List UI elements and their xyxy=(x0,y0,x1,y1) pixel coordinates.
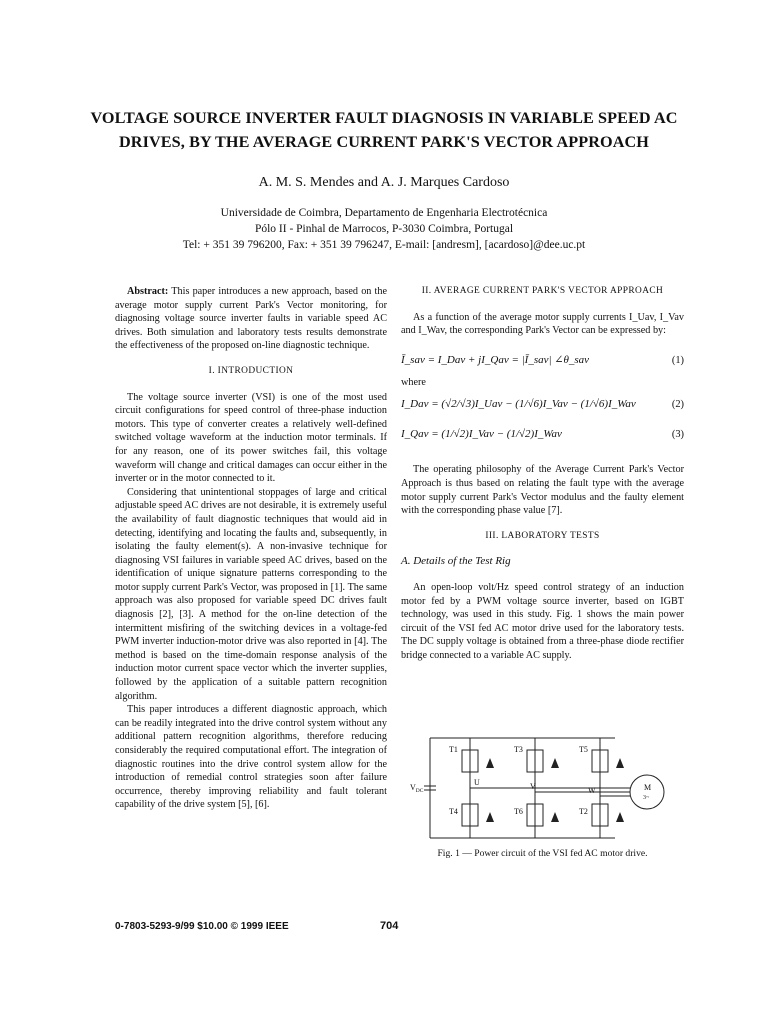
label-phase-w: W xyxy=(588,786,596,795)
right-column xyxy=(401,285,684,663)
label-t3: T3 xyxy=(514,745,523,754)
label-t2: T2 xyxy=(579,807,588,816)
where-text: where xyxy=(401,376,426,388)
equation-2-number: (2) xyxy=(671,398,684,410)
motor-symbol xyxy=(630,775,664,809)
affiliation-line-1: Universidade de Coimbra, Departamento de Engenharia Electrotécnica xyxy=(220,207,548,219)
equation-1-body: Ī_sav = I_Dav + jI_Qav = |Ī_sav| ∠θ_sav xyxy=(401,353,590,366)
motor-sub-label: 3~ xyxy=(643,795,650,801)
subsection-heading-test-rig: A. Details of the Test Rig xyxy=(401,555,511,568)
equation-3 xyxy=(401,419,684,449)
equation-3-number: (3) xyxy=(671,428,684,440)
diode-6 xyxy=(551,812,559,822)
affiliation-line-3: Tel: + 351 39 796200, Fax: + 351 39 796247, E-mail: [andresm], [acardoso]@dee.uc.pt xyxy=(182,239,586,251)
equation-3-body: I_Qav = (1/√2)I_Vav − (1/√2)I_Wav xyxy=(401,427,562,440)
authors: A. M. S. Mendes and A. J. Marques Cardoso xyxy=(258,175,510,190)
label-t5: T5 xyxy=(579,745,588,754)
intro-paragraph-3: This paper introduces a different diagnostic approach, which can be readily integrated into the drive control system without any additional pattern recognition algorithms, therefore reducing considerably the required computational effort. The integration of diagnostic routines into the drive control system allow for the introduction of remedial control strategies soon after failure occurrence, thereby improving reliability and fault tolerant capability of the drive system [5], [6]. xyxy=(115,704,387,811)
title-line-2: DRIVES, BY THE AVERAGE CURRENT PARK'S VECTOR APPROACH xyxy=(119,133,649,151)
diode-4 xyxy=(486,812,494,822)
equation-2 xyxy=(401,389,684,419)
title-line-1: VOLTAGE SOURCE INVERTER FAULT DIAGNOSIS IN VARIABLE SPEED AC xyxy=(90,109,678,127)
abstract-label: Abstract: xyxy=(127,286,169,297)
section2-paragraph-1: As a function of the average motor supply currents I_Uav, I_Vav and I_Wav, the corresponding Park's Vector can be expressed by: xyxy=(401,311,684,337)
label-phase-u: U xyxy=(474,778,480,787)
label-t6: T6 xyxy=(514,807,523,816)
equation-1 xyxy=(401,346,684,376)
power-circuit-figure xyxy=(410,732,670,844)
section-heading-average-current: II. AVERAGE CURRENT PARK'S VECTOR APPROACH xyxy=(421,286,664,296)
label-phase-v: V xyxy=(530,782,536,791)
equation-1-number: (1) xyxy=(671,354,684,366)
section-heading-laboratory-tests: III. LABORATORY TESTS xyxy=(485,530,600,541)
abstract-text: This paper introduces a new approach, based on the average motor supply current Park's Vector monitoring, for diagnosing voltage source inverter faults in variable speed AC drives. Both simulation and laboratory tests results demonstrate the effectiveness of the proposed on-line diagnostic technique. xyxy=(115,286,387,352)
footer-isbn: 0-7803-5293-9/99 $10.00 © 1999 IEEE xyxy=(115,921,289,932)
label-t4: T4 xyxy=(449,807,458,816)
equation-2-body: I_Dav = (√2/√3)I_Uav − (1/√6)I_Vav − (1/√6)I_Wav xyxy=(401,397,636,410)
abstract xyxy=(115,285,387,353)
vdc-label: $V_{DC}$ xyxy=(410,783,424,794)
diode-5 xyxy=(616,758,624,768)
left-column xyxy=(115,285,387,812)
page-number: 704 xyxy=(380,920,399,932)
diode-3 xyxy=(551,758,559,768)
figure-caption: Fig. 1 — Power circuit of the VSI fed AC motor drive. xyxy=(437,848,648,859)
intro-paragraph-1: The voltage source inverter (VSI) is one of the most used circuit configurations for speed control of three-phase induction motors. This type of converter creates a relatively well-defined switched voltage waveform at the induction motor terminals. If for any reason, one of its power switches fail, this voltage waveform will change and critical damages can occur either in the inverter or in the motor connected to it. xyxy=(115,391,387,485)
diode-1 xyxy=(486,758,494,768)
label-t1: T1 xyxy=(449,745,458,754)
section-heading-introduction: I. INTRODUCTION xyxy=(208,365,294,376)
affiliation-line-2: Pólo II - Pinhal de Marrocos, P-3030 Coimbra, Portugal xyxy=(254,223,514,235)
section3-paragraph-1: An open-loop volt/Hz speed control strategy of an induction motor fed by a PWM voltage source inverter, based on IGBT technology, was used in this study. Fig. 1 shows the main power circuit of the VSI fed AC motor drive used for the laboratory tests. The DC supply voltage is obtained from a three-phase diode rectifier bridge connected to a variable AC supply. xyxy=(401,581,684,661)
paper-title xyxy=(60,106,708,154)
motor-label: M xyxy=(644,783,652,792)
intro-paragraph-2: Considering that unintentional stoppages of large and critical adjustable speed AC drives are not desirable, it is extremely useful the availability of fault diagnostic techniques that would aid in detecting, identifying and locating the faults and, subsequently, in isolating the faulty element(s). A non-invasive technique for diagnosing VSI failures in variable speed AC drives, based on the identification of unique signature patterns corresponding to the motor supply current Park's Vector, was proposed in [1]. The same approach was also proposed for variable speed DC drives fault diagnosis [2], [3]. A method for the on-line detection of the intermittent misfiring of the switching devices in a voltage-fed PWM inverter induction-motor drive was also reported in [4]. The method is based on the time-domain response analysis of the induction motor current space vector which the inverter supplies, followed by the application of a suitable pattern recognition algorithm. xyxy=(115,486,387,702)
affiliation xyxy=(100,205,668,253)
diode-2 xyxy=(616,812,624,822)
section2-paragraph-2: The operating philosophy of the Average Current Park's Vector Approach is thus based on relating the fault type with the average motor supply current Park's Vector modulus and the faulty element with the corresponding phase value [7]. xyxy=(401,464,684,517)
